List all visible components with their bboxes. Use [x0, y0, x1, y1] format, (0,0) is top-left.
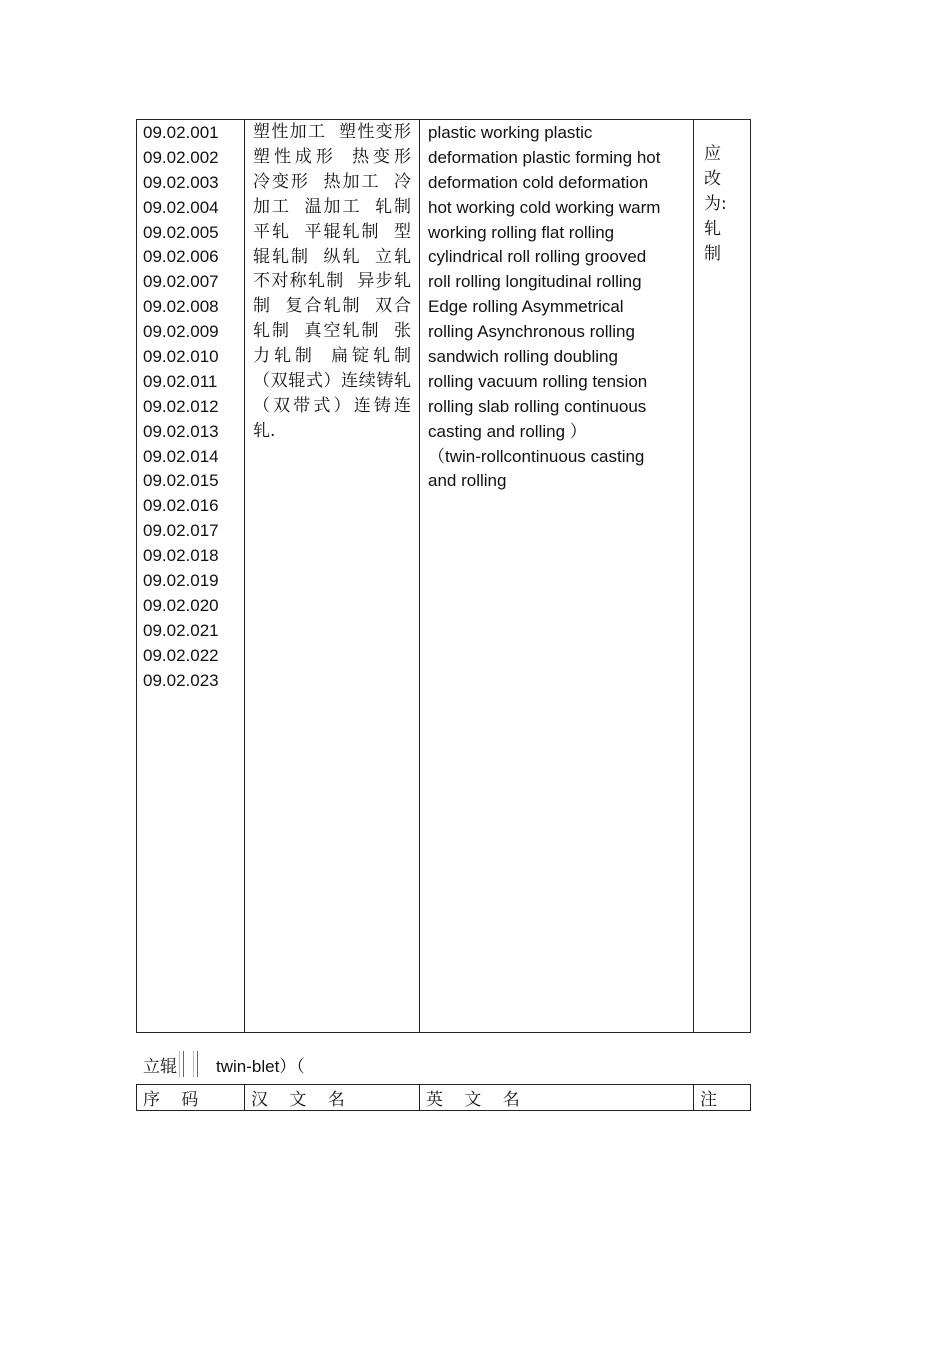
code-item: 09.02.001 — [143, 123, 219, 142]
english-line: deformation cold deformation — [428, 172, 649, 192]
code-item: 09.02.004 — [143, 197, 219, 217]
code-item: 09.02.023 — [143, 670, 219, 690]
code-column — [137, 120, 245, 1033]
separator-mark — [193, 1051, 198, 1077]
header-chinese: 汉 文 名 — [245, 1085, 420, 1111]
header-table — [136, 1084, 751, 1111]
code-item: 09.02.003 — [143, 172, 219, 192]
footer-chinese-word: 立辊 — [143, 1056, 177, 1077]
english-line: Edge rolling Asymmetrical — [428, 297, 624, 317]
english-column — [420, 120, 694, 1033]
code-item: 09.02.008 — [143, 297, 219, 317]
code-item: 09.02.013 — [143, 421, 219, 441]
note-text — [694, 120, 750, 266]
english-line: casting and rolling ） — [428, 421, 587, 441]
table-row — [137, 120, 751, 1033]
note-column — [694, 120, 751, 1033]
english-line: rolling Asynchronous rolling — [428, 322, 635, 342]
english-terms — [420, 120, 693, 494]
code-item: 09.02.017 — [143, 521, 219, 541]
code-item: 09.02.021 — [143, 620, 219, 640]
column-separator-marks — [179, 1051, 198, 1077]
english-line: （twin-rollcontinuous casting — [428, 446, 645, 466]
english-line: hot working cold working warm — [428, 197, 661, 217]
note-char: 为: — [704, 193, 727, 214]
code-list — [137, 120, 244, 693]
english-line: plastic working plastic — [428, 123, 593, 142]
code-item: 09.02.002 — [143, 147, 219, 167]
code-item: 09.02.014 — [143, 446, 219, 466]
note-char: 轧 — [704, 218, 721, 239]
code-item: 09.02.018 — [143, 546, 219, 566]
terms-table — [136, 119, 751, 1033]
code-item: 09.02.022 — [143, 645, 219, 665]
note-char: 制 — [704, 243, 721, 264]
code-item: 09.02.019 — [143, 571, 219, 591]
separator-mark — [179, 1051, 184, 1077]
header-note: 注 — [694, 1085, 751, 1111]
code-item: 09.02.015 — [143, 471, 219, 491]
header-code: 序 码 — [137, 1085, 245, 1111]
code-item: 09.02.020 — [143, 595, 219, 615]
english-line: working rolling flat rolling — [428, 222, 615, 242]
code-item: 09.02.011 — [143, 371, 218, 391]
english-line: rolling slab rolling continuous — [428, 396, 647, 416]
english-line: and rolling — [428, 471, 507, 491]
footer-english-text: twin-blet）（ — [216, 1056, 305, 1076]
note-char: 改 — [704, 168, 721, 189]
english-line: deformation plastic forming hot — [428, 147, 661, 167]
header-english: 英 文 名 — [420, 1085, 694, 1111]
code-item: 09.02.016 — [143, 496, 219, 516]
english-line: rolling vacuum rolling tension — [428, 371, 648, 391]
code-item: 09.02.012 — [143, 396, 219, 416]
english-line: sandwich rolling doubling — [428, 347, 618, 367]
english-line: roll rolling longitudinal rolling — [428, 272, 642, 292]
code-item: 09.02.005 — [143, 222, 219, 242]
code-item: 09.02.006 — [143, 247, 219, 267]
code-item: 09.02.010 — [143, 347, 219, 367]
code-item: 09.02.009 — [143, 322, 219, 342]
english-line: cylindrical roll rolling grooved — [428, 247, 647, 267]
header-row — [137, 1085, 751, 1111]
chinese-terms: 塑性加工 塑性变形 塑性成形 热变形 冷变形 热加工 冷加工 温加工 轧制 平轧 平辊轧制 型辊轧制 纵轧 立轧 不对称轧制 异步轧制 复合轧制 双合轧制 真空轧制 张力轧制 扁锭轧制 （双辊式）连续铸轧 （双带式）连铸连轧. — [253, 122, 411, 441]
note-char: 应 — [704, 144, 721, 164]
footer-line — [143, 1051, 305, 1077]
code-item: 09.02.007 — [143, 272, 219, 292]
chinese-column — [245, 120, 420, 1033]
